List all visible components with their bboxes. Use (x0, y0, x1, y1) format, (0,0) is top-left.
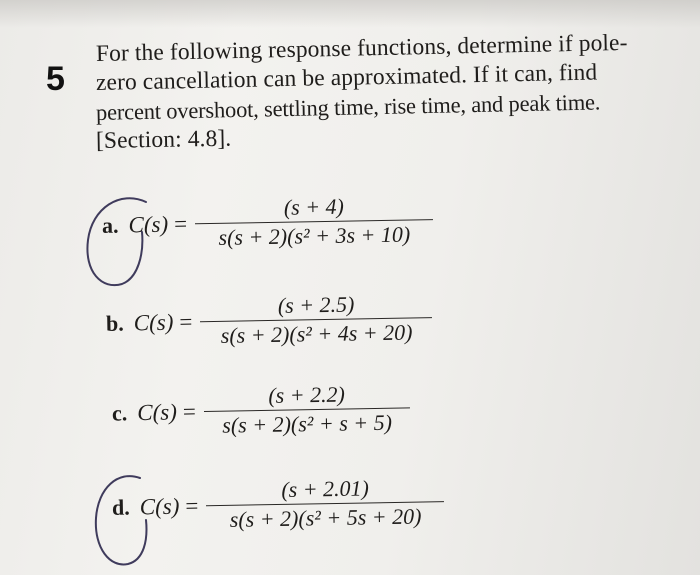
statement-line: [Section: 4.8]. (95, 125, 232, 154)
part-c (112, 379, 411, 441)
part-label: a. (101, 212, 119, 238)
denominator: s(s + 2)(s² + 3s + 10) (218, 221, 411, 250)
fraction (206, 473, 445, 534)
function-lhs: C(s) (133, 309, 174, 335)
part-label: d. (111, 494, 130, 520)
statement-line: percent overshoot, settling time, rise time, and peak time. (95, 89, 601, 125)
statement-line: For the following response functions, determine if pole- (95, 29, 628, 67)
equals-sign: = (182, 398, 197, 424)
fraction (200, 289, 433, 350)
numerator: (s + 2.01) (281, 475, 370, 502)
denominator: s(s + 2)(s² + 5s + 20) (229, 503, 422, 532)
fraction (195, 191, 434, 252)
numerator: (s + 2.5) (277, 291, 355, 318)
fraction (203, 379, 410, 440)
equals-sign: = (173, 210, 188, 237)
numerator: (s + 4) (283, 193, 345, 220)
problem-statement (95, 29, 696, 156)
problem-number: 5 (46, 60, 65, 98)
denominator: s(s + 2)(s² + s + 5) (222, 409, 393, 438)
function-lhs: C(s) (137, 398, 178, 425)
equals-sign: = (185, 492, 199, 519)
part-a (102, 191, 434, 254)
part-b (106, 289, 433, 352)
numerator: (s + 2.2) (268, 381, 346, 408)
part-label: c. (111, 399, 128, 426)
function-lhs: C(s) (139, 493, 180, 519)
part-label: b. (105, 310, 124, 336)
function-lhs: C(s) (128, 211, 169, 237)
denominator: s(s + 2)(s² + 4s + 20) (220, 319, 413, 348)
statement-line: zero cancellation can be approximated. If it can, find (95, 59, 598, 96)
part-d (112, 473, 445, 536)
equals-sign: = (179, 308, 193, 335)
